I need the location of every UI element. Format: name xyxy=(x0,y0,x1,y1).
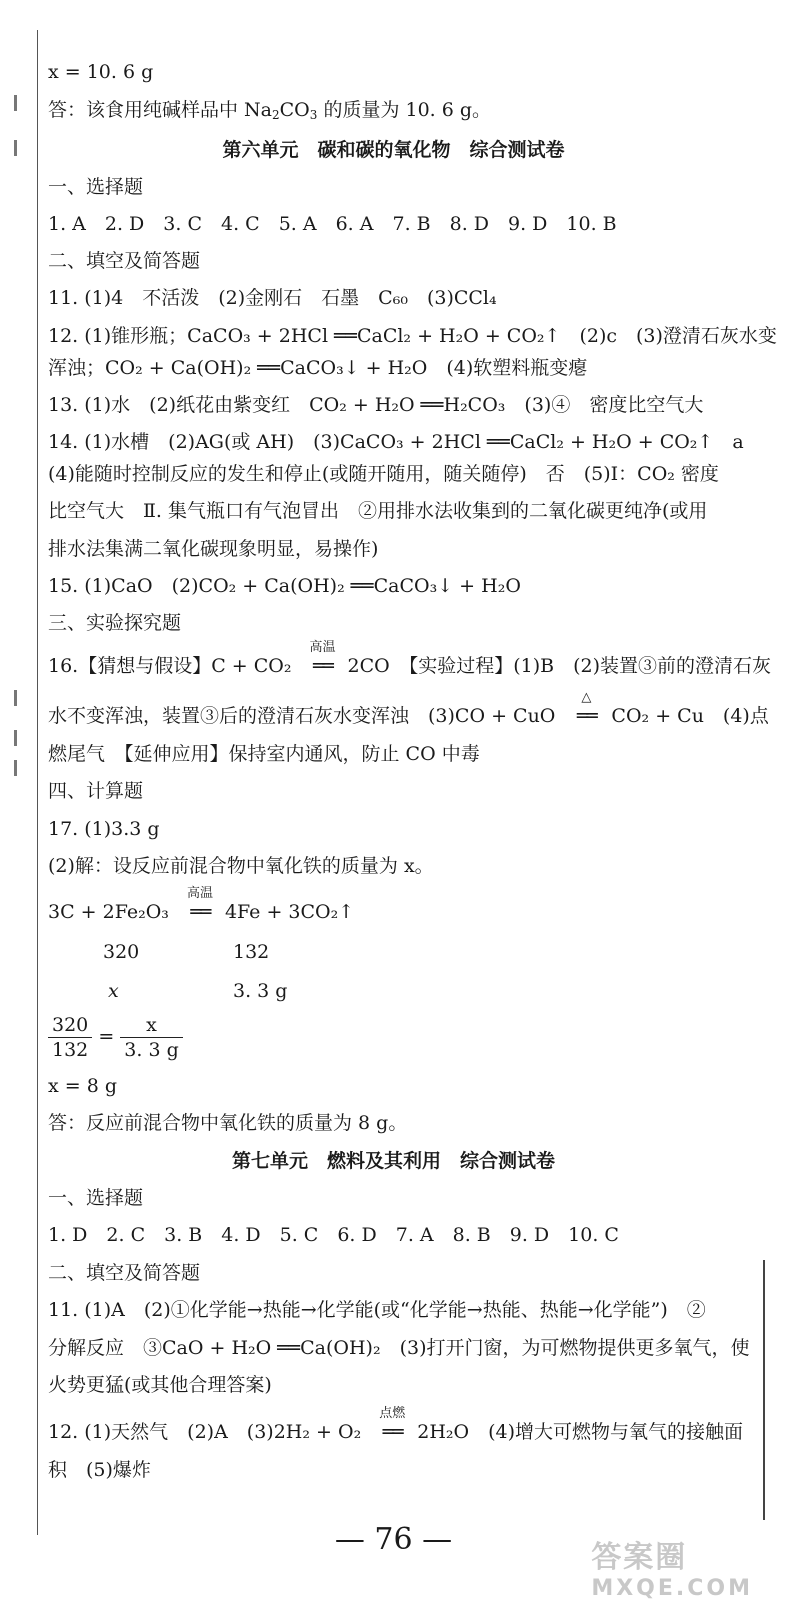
section-heading: 一、选择题 xyxy=(48,1187,144,1209)
section-heading: 一、选择题 xyxy=(48,176,144,198)
right-binding-rule xyxy=(763,1260,765,1520)
answer-line: 11. (1)A (2)①化学能→热能→化学能(或“化学能→热能、热能→化学能”) ② xyxy=(48,1299,706,1321)
answer-line: x = 8 g xyxy=(48,1075,118,1097)
answer-line: 14. (1)水槽 (2)AG(或 AH) (3)CaCO₃ + 2HCl ══CaCl₂ + H₂O + CO₂↑ a xyxy=(48,431,744,453)
margin-mark xyxy=(14,95,17,111)
multiple-choice-answers: 1. D 2. C 3. B 4. D 5. C 6. D 7. A 8. B 9. D 10. C xyxy=(48,1224,619,1246)
answer-line: 分解反应 ③CaO + H₂O ══Ca(OH)₂ (3)打开门窗，为可燃物提供更多氧气，使 xyxy=(48,1337,750,1359)
answer-line: 答：反应前混合物中氧化铁的质量为 8 g。 xyxy=(48,1112,408,1134)
answer-line: 积 (5)爆炸 xyxy=(48,1459,151,1481)
answer-line: 比空气大 Ⅱ. 集气瓶口有气泡冒出 ②用排水法收集到的二氧化碳更纯净(或用 xyxy=(48,500,708,522)
section-heading: 三、实验探究题 xyxy=(48,612,182,634)
watermark-top-text: 答案圈 xyxy=(591,1540,688,1575)
ratio-value: x xyxy=(108,980,119,1002)
answer-line: 燃尾气 【延伸应用】保持室内通风，防止 CO 中毒 xyxy=(48,743,480,765)
equation-line: 3C + 2Fe₂O₃ 高温 ══ 4Fe + 3CO₂↑ xyxy=(48,886,355,923)
answer-line: 12. (1)锥形瓶；CaCO₃ + 2HCl ══CaCl₂ + H₂O + CO₂↑ (2)c (3)澄清石灰水变 xyxy=(48,325,777,347)
unit-six-title: 第六单元 碳和碳的氧化物 综合测试卷 xyxy=(222,139,565,161)
margin-mark xyxy=(14,760,17,776)
left-binding-rule xyxy=(37,30,38,1535)
unit-seven-title: 第七单元 燃料及其利用 综合测试卷 xyxy=(231,1150,555,1172)
section-heading: 四、计算题 xyxy=(48,780,144,802)
ratio-value: 132 xyxy=(233,941,270,963)
answer-line: 水不变浑浊，装置③后的澄清石灰水变浑浊 (3)CO + CuO △ ══ CO₂ + Cu (4)点 xyxy=(48,690,769,727)
answer-line: 15. (1)CaO (2)CO₂ + Ca(OH)₂ ══CaCO₃↓ + H₂O xyxy=(48,575,521,597)
answer-line: 答：该食用纯碱样品中 $Na_2CO_3$ 的质量为 10. 6 g。 xyxy=(48,99,492,122)
answer-line: 11. (1)4 不活泼 (2)金刚石 石墨 C₆₀ (3)CCl₄ xyxy=(48,287,497,309)
answer-line: (2)解：设反应前混合物中氧化铁的质量为 x。 xyxy=(48,855,434,877)
answer-line: (4)能随时控制反应的发生和停止(或随开随用，随关随停) 否 (5)Ⅰ：CO₂ 密度 xyxy=(48,463,719,485)
fraction-equation: $\frac{320}{132}$ = $\frac{x}{3. 3 g}$ xyxy=(48,1013,183,1062)
answer-line: 12. (1)天然气 (2)A (3)2H₂ + O₂ 点燃 ══ 2H₂O (4)增大可燃物与氧气的接触面 xyxy=(48,1406,743,1443)
answer-line: 16.【猜想与假设】C + CO₂ 高温 ══ 2CO 【实验过程】(1)B (2)装置③前的澄清石灰 xyxy=(48,640,772,677)
answer-line: 13. (1)水 (2)纸花由紫变红 CO₂ + H₂O ══H₂CO₃ (3)④ 密度比空气大 xyxy=(48,394,704,416)
margin-mark xyxy=(14,730,17,746)
ratio-value: 3. 3 g xyxy=(233,980,288,1002)
section-heading: 二、填空及简答题 xyxy=(48,1262,201,1284)
margin-mark xyxy=(14,690,17,706)
ratio-value: 320 xyxy=(103,941,140,963)
answer-line: x = 10. 6 g xyxy=(48,61,154,83)
section-heading: 二、填空及简答题 xyxy=(48,250,201,272)
site-watermark xyxy=(591,1532,753,1601)
multiple-choice-answers: 1. A 2. D 3. C 4. C 5. A 6. A 7. B 8. D 9. D 10. B xyxy=(48,213,617,235)
answer-line: 浑浊；CO₂ + Ca(OH)₂ ══CaCO₃↓ + H₂O (4)软塑料瓶变瘪 xyxy=(48,357,588,379)
watermark-bottom-text: MXQE.COM xyxy=(591,1576,753,1601)
page-number: — 76 — xyxy=(334,1522,453,1557)
answer-line: 17. (1)3.3 g xyxy=(48,818,160,840)
answer-line: 排水法集满二氧化碳现象明显，易操作) xyxy=(48,538,379,560)
answer-line: 火势更猛(或其他合理答案) xyxy=(48,1374,272,1396)
